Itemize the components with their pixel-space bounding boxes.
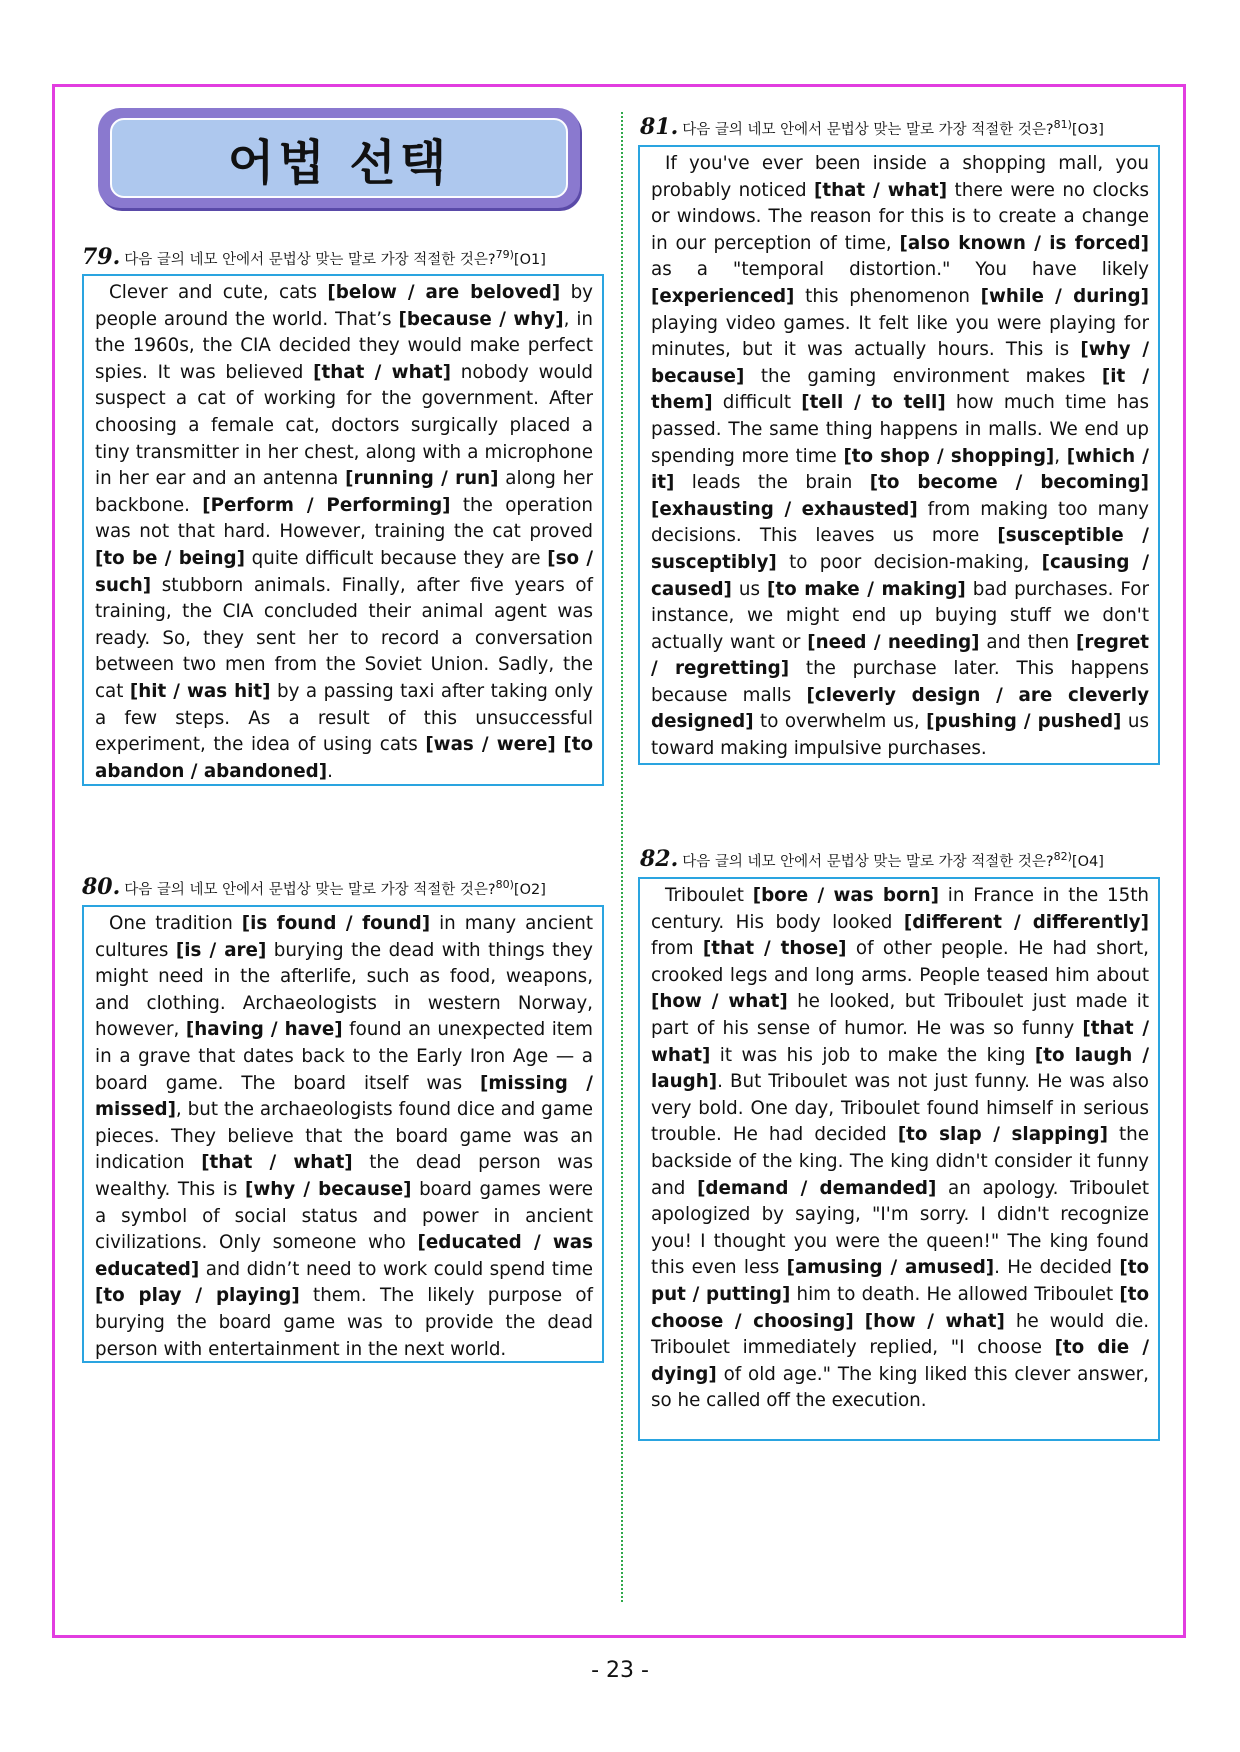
question-82-passage: Triboulet [bore / was born] in France in the 15th century. His body looked [different / differently] from [that / those] of other people. He had short, crooked legs and long arms. People teased him about [how / what] he looked, but Triboulet just made it part of his sense of humor. He was so funny [that / what] it was his job to make the king [to laugh / laugh]. But Triboulet was not just funny. He was also very bold. One day, Triboulet found himself in serious trouble. He had decided [to slap / slapping] the backside of the king. The king didn't consider it funny and [demand / demanded] an apology. Triboulet apologized by saying, "I'm sorry. I didn't recognize you! I thought you were the queen!" The king found this even less [amusing / amused]. He decided [to put / putting] him to death. He allowed Triboulet [to choose / choosing] [how / what] he would die. Triboulet immediately replied, "I choose [to die / dying] of old age." The king liked this clever answer, so he called off the execution. [651, 885, 1150, 1412]
grammar-choice: [that / what] [313, 361, 452, 383]
question-79-instruction: 다음 글의 네모 안에서 문법상 맞는 말로 가장 적절한 것은? [124, 252, 496, 268]
question-82-code: [O4] [1071, 854, 1104, 870]
question-81-code: [O3] [1071, 122, 1104, 138]
grammar-choice: [that / what] [651, 1017, 1149, 1066]
question-80-passage-box [82, 905, 604, 1363]
question-80-number: 80. [82, 874, 121, 900]
question-81-instruction: 다음 글의 네모 안에서 문법상 맞는 말로 가장 적절한 것은? [682, 122, 1054, 138]
section-title-inner [110, 118, 568, 198]
grammar-choice: [to choose / choosing] [651, 1283, 1149, 1332]
grammar-choice: [so / such] [95, 547, 593, 596]
grammar-choice: [to put / putting] [651, 1257, 1149, 1305]
question-80-passage: One tradition [is found / found] in many ancient cultures [is / are] burying the dead with things they might need in the afterlife, such as food, weapons, and clothing. Archaeologists in western Norway, however, [having / have] found an unexpected item in a grave that dates back to the Early Iron Age — a board game. The board itself was [missing / missed], but the archaeologists found dice and game pieces. They believe that the board game was an indication [that / what] the dead person was wealthy. This is [why / because] board games were a symbol of social status and power in ancient civilizations. Only someone who [educated / was educated] and didn’t need to work could spend time [to play / playing] them. The likely purpose of burying the board game was to provide the dead person with entertainment in the next world. [95, 913, 594, 1360]
grammar-choice: [different / differently] [903, 911, 1149, 933]
grammar-choice: [was / were] [425, 734, 556, 756]
grammar-choice: [Perform / Performing] [202, 494, 451, 516]
grammar-choice: [regret / regretting] [651, 631, 1149, 680]
question-82-instruction: 다음 글의 네모 안에서 문법상 맞는 말로 가장 적절한 것은? [682, 854, 1054, 870]
grammar-choice: [demand / demanded] [697, 1177, 937, 1199]
grammar-choice: [to shop / shopping] [843, 445, 1055, 467]
grammar-choice: [that / what] [813, 179, 948, 201]
question-79-header [82, 244, 546, 270]
question-81-header [640, 114, 1104, 140]
question-79-number: 79. [82, 244, 121, 270]
question-80-code: [O2] [513, 882, 546, 898]
section-title: 어법 선택 [227, 134, 451, 191]
section-title-banner [98, 108, 580, 208]
question-82-number: 82. [640, 846, 679, 872]
question-81-number: 81. [640, 114, 679, 140]
question-79-passage-box [82, 274, 604, 786]
question-79-footnote: 79) [495, 248, 514, 262]
question-79-code: [O1] [513, 252, 546, 268]
grammar-choice: [because / why] [398, 308, 564, 330]
grammar-choice: [educated / was educated] [95, 1232, 594, 1280]
grammar-choice: [why / because] [245, 1178, 412, 1200]
grammar-choice: [why / because] [651, 339, 1150, 387]
grammar-choice: [exhausting / exhausted] [651, 498, 918, 520]
grammar-choice: [need / needing] [807, 631, 980, 653]
question-82-header [640, 846, 1104, 872]
grammar-choice: [how / what] [864, 1310, 1005, 1332]
grammar-choice: [that / those] [702, 938, 847, 960]
grammar-choice: [which / it] [651, 445, 1149, 494]
grammar-choice: [cleverly design / are cleverly designed] [651, 684, 1149, 733]
grammar-choice: [how / what] [651, 991, 788, 1013]
grammar-choice: [it / them] [651, 365, 1149, 414]
grammar-choice: [to slap / slapping] [897, 1124, 1108, 1146]
question-80-header [82, 874, 546, 900]
question-81-passage: If you've ever been inside a shopping mall, you probably noticed [that / what] there were no clocks or windows. The reason for this is to create a change in our perception of time, [also known / is forced] as a "temporal distortion." You have likely [experienced] this phenomenon [while / during] playing video games. It felt like you were playing for minutes, but it was actually hours. This is [why / because] the gaming environment makes [it / them] difficult [tell / to tell] how much time has passed. The same thing happens in malls. We end up spending more time [to shop / shopping], [which / it] leads the brain [to become / becoming] [exhausting / exhausted] from making too many decisions. This leaves us more [susceptible / susceptibly] to poor decision-making, [causing / caused] us [to make / making] bad purchases. For instance, we might end up buying stuff we don't actually want or [need / needing] and then [regret / regretting] the purchase later. This happens because malls [cleverly design / are cleverly designed] to overwhelm us, [pushing / pushed] us toward making impulsive purchases. [651, 153, 1150, 760]
grammar-choice: [while / during] [980, 285, 1150, 307]
page-number: - 23 - [591, 1658, 649, 1683]
grammar-choice: [to die / dying] [651, 1337, 1149, 1385]
grammar-choice: [pushing / pushed] [926, 711, 1122, 733]
grammar-choice: [experienced] [651, 285, 795, 307]
grammar-choice: [causing / caused] [651, 551, 1149, 600]
grammar-choice: [hit / was hit] [129, 680, 271, 702]
grammar-choice: [that / what] [201, 1152, 353, 1174]
question-82-passage-box [638, 877, 1160, 1441]
column-divider [621, 112, 623, 1602]
grammar-choice: [below / are beloved] [327, 282, 561, 303]
grammar-choice: [missing / missed] [95, 1072, 593, 1121]
grammar-choice: [to make / making] [767, 578, 966, 600]
question-80-footnote: 80) [495, 878, 514, 892]
grammar-choice: [to play / playing] [95, 1285, 300, 1307]
grammar-choice: [susceptible / susceptibly] [651, 525, 1149, 573]
grammar-choice: [to be / being] [95, 547, 245, 569]
question-81-footnote: 81) [1053, 118, 1072, 132]
question-80-instruction: 다음 글의 네모 안에서 문법상 맞는 말로 가장 적절한 것은? [124, 882, 496, 898]
grammar-choice: [running / run] [345, 468, 499, 490]
question-82-footnote: 82) [1053, 850, 1072, 864]
grammar-choice: [is found / found] [241, 913, 431, 934]
grammar-choice: [amusing / amused] [786, 1257, 995, 1279]
grammar-choice: [also known / is forced] [899, 232, 1149, 254]
grammar-choice: [is / are] [175, 939, 267, 961]
grammar-choice: [having / have] [185, 1019, 343, 1041]
question-79-passage: Clever and cute, cats [below / are beloved] by people around the world. That’s [because / why], in the 1960s, the CIA decided they would make perfect spies. It was believed [that / what] nobody would suspect a cat of working for the government. After choosing a female cat, doctors surgically placed a tiny transmitter in her chest, along with a microphone in her ear and an antenna [running / run] along her backbone. [Perform / Performing] the operation was not that hard. However, training the cat proved [to be / being] quite difficult because they are [so / such] stubborn animals. Finally, after five years of training, the CIA concluded their animal agent was ready. So, they sent her to record a conversation between two men from the Soviet Union. Sadly, the cat [hit / was hit] by a passing taxi after taking only a few steps. As a result of this unsuccessful experiment, the idea of using cats [was / were] [to abandon / abandoned]. [95, 282, 594, 782]
grammar-choice: [bore / was born] [752, 885, 939, 906]
question-81-passage-box [638, 145, 1160, 765]
grammar-choice: [to become / becoming] [869, 472, 1149, 494]
grammar-choice: [tell / to tell] [801, 392, 946, 414]
grammar-choice: [to laugh / laugh] [651, 1044, 1150, 1093]
grammar-choice: [to abandon / abandoned] [95, 734, 594, 782]
